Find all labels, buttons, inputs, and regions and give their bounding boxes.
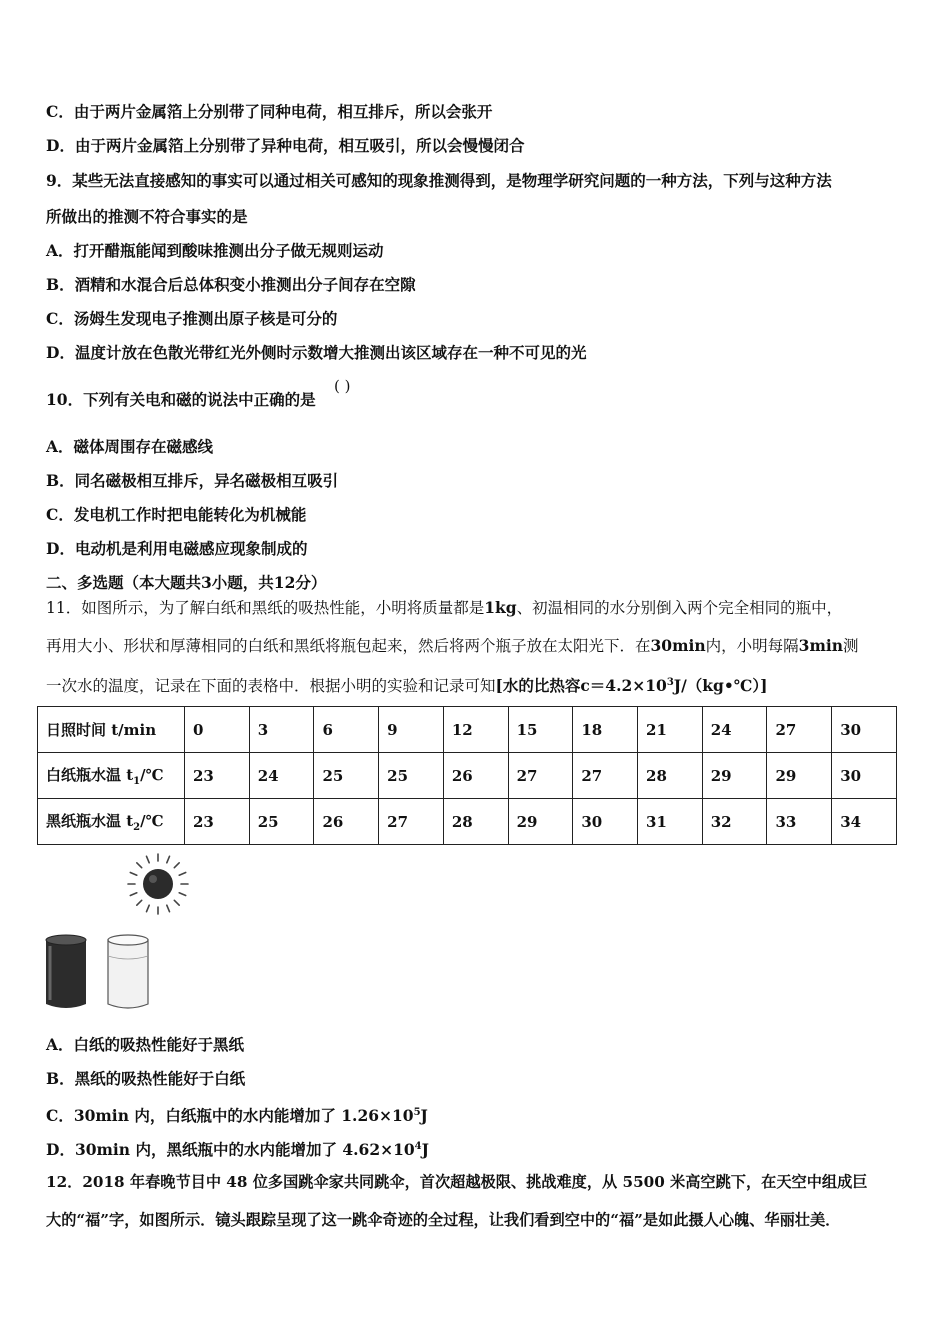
table-cell: 28 (638, 753, 703, 799)
table-cell: 31 (638, 799, 703, 845)
q11-unit: J/（kg•℃）] (673, 676, 768, 696)
table-cell: 28 (443, 799, 508, 845)
black-paper-bottle (46, 935, 86, 1008)
table-cell: 27 (508, 753, 573, 799)
q11-stem-line1 (46, 598, 842, 618)
row-header-white (38, 753, 185, 799)
q9-stem-line1: 9．某些无法直接感知的事实可以通过相关可感知的现象推测得到，是物理学研究问题的一种方法，下列与这种方法 (46, 171, 832, 190)
row-header-time: 日照时间 t/min (38, 707, 185, 753)
q11-text: 测 (843, 637, 859, 655)
table-cell: 6 (314, 707, 379, 753)
table-cell: 30 (832, 753, 897, 799)
table-cell: 29 (767, 753, 832, 799)
table-cell: 26 (443, 753, 508, 799)
q11-option-d-unit: J (421, 1140, 429, 1160)
q11-specific-heat: c＝4.2×10 (580, 676, 667, 696)
q11-text: 一次水的温度，记录在下面的表格中．根据小明的实验和记录可知 (46, 677, 496, 696)
q11-option-d-exponent: 4 (414, 1141, 422, 1152)
q8-option-c: C．由于两片金属箔上分别带了同种电荷，相互排斥，所以会张开 (46, 102, 493, 121)
q9-stem-line2: 所做出的推测不符合事实的是 (46, 207, 248, 226)
q10-option-c: C．发电机工作时把电能转化为机械能 (46, 505, 307, 524)
table-cell: 25 (249, 799, 314, 845)
q11-exponent: 3 (666, 677, 674, 688)
table-row-time (38, 707, 897, 753)
q11-option-a: A．白纸的吸热性能好于黑纸 (46, 1035, 245, 1054)
table-cell: 12 (443, 707, 508, 753)
table-cell: 26 (314, 799, 379, 845)
table-cell: 15 (508, 707, 573, 753)
q11-option-b: B．黑纸的吸热性能好于白纸 (46, 1069, 246, 1088)
row-header-subscript: 2 (133, 822, 141, 833)
table-cell: 32 (702, 799, 767, 845)
table-cell: 34 (832, 799, 897, 845)
q8-option-d: D．由于两片金属箔上分别带了异种电荷，相互吸引，所以会慢慢闭合 (46, 136, 525, 155)
sun-icon (126, 852, 190, 916)
section-heading-multiple-choice: 二、多选题（本大题共3小题，共12分） (46, 573, 327, 592)
q11-option-d (46, 1137, 429, 1160)
q9-option-b: B．酒精和水混合后总体积变小推测出分子间存在空隙 (46, 275, 416, 294)
q10-answer-paren: ( ) (334, 377, 351, 395)
table-cell: 0 (185, 707, 250, 753)
q11-duration: 30min (650, 636, 706, 655)
table-cell: 3 (249, 707, 314, 753)
q11-bracket: [水的比热容 (495, 676, 581, 696)
q11-stem-line2 (46, 636, 859, 656)
q9-option-c: C．汤姆生发现电子推测出原子核是可分的 (46, 309, 338, 328)
q11-option-d-text: D．30min 内，黑纸瓶中的水内能增加了 4.62×10 (46, 1140, 415, 1160)
q11-mass: 1kg (484, 598, 517, 617)
table-cell: 21 (638, 707, 703, 753)
q11-text: 再用大小、形状和厚薄相同的白纸和黑纸将瓶包起来，然后将两个瓶子放在太阳光下．在 (46, 637, 651, 655)
q12-stem-line2: 大的“福”字，如图所示．镜头跟踪呈现了这一跳伞奇迹的全过程，让我们看到空中的“福”是如此摄人心魄、华丽壮美． (46, 1211, 841, 1229)
q11-text: 11．如图所示，为了解白纸和黑纸的吸热性能，小明将质量都是 (46, 599, 485, 617)
q9-option-d: D．温度计放在色散光带红光外侧时示数增大推测出该区域存在一种不可见的光 (46, 343, 587, 362)
table-cell: 29 (508, 799, 573, 845)
q12-stem-line1: 12．2018 年春晚节目中 48 位多国跳伞家共同跳伞，首次超越极限、挑战难度，从 5500 米高空跳下，在天空中组成巨 (46, 1173, 868, 1191)
table-cell: 25 (314, 753, 379, 799)
table-cell: 25 (379, 753, 444, 799)
table-cell: 23 (185, 753, 250, 799)
q9-option-a: A．打开醋瓶能闻到酸味推测出分子做无规则运动 (46, 241, 384, 260)
table-cell: 30 (573, 799, 638, 845)
q11-option-c-unit: J (420, 1106, 428, 1126)
q11-option-c-text: C．30min 内，白纸瓶中的水内能增加了 1.26×10 (46, 1106, 414, 1126)
table-cell: 33 (767, 799, 832, 845)
q10-stem: 10．下列有关电和磁的说法中正确的是 (46, 390, 316, 409)
row-header-unit: /℃ (140, 812, 164, 830)
table-cell: 27 (379, 799, 444, 845)
table-cell: 24 (702, 707, 767, 753)
q11-option-c-exponent: 5 (413, 1107, 421, 1118)
table-cell: 29 (702, 753, 767, 799)
table-cell: 27 (767, 707, 832, 753)
table-row-black (38, 799, 897, 845)
table-cell: 27 (573, 753, 638, 799)
q10-option-d: D．电动机是利用电磁感应现象制成的 (46, 539, 308, 558)
q11-option-c (46, 1103, 428, 1126)
q11-interval: 3min (798, 636, 844, 655)
table-row-white (38, 753, 897, 799)
white-paper-bottle (108, 935, 148, 1008)
q11-text: 内，小明每隔 (705, 637, 799, 655)
row-header-subscript: 1 (133, 776, 141, 787)
table-cell: 24 (249, 753, 314, 799)
row-header-black (38, 799, 185, 845)
table-cell: 18 (573, 707, 638, 753)
row-header-text: 黑纸瓶水温 t (46, 812, 134, 830)
q11-text: 、初温相同的水分别倒入两个完全相同的瓶中， (516, 599, 843, 617)
q10-option-b: B．同名磁极相互排斥，异名磁极相互吸引 (46, 471, 339, 490)
q10-option-a: A．磁体周围存在磁感线 (46, 437, 214, 456)
bottles-figure (40, 930, 160, 1014)
row-header-text: 白纸瓶水温 t (46, 766, 134, 784)
table-cell: 9 (379, 707, 444, 753)
table-cell: 23 (185, 799, 250, 845)
row-header-unit: /℃ (140, 766, 164, 784)
table-cell: 30 (832, 707, 897, 753)
temperature-table (37, 706, 897, 845)
q11-stem-line3 (46, 673, 767, 696)
